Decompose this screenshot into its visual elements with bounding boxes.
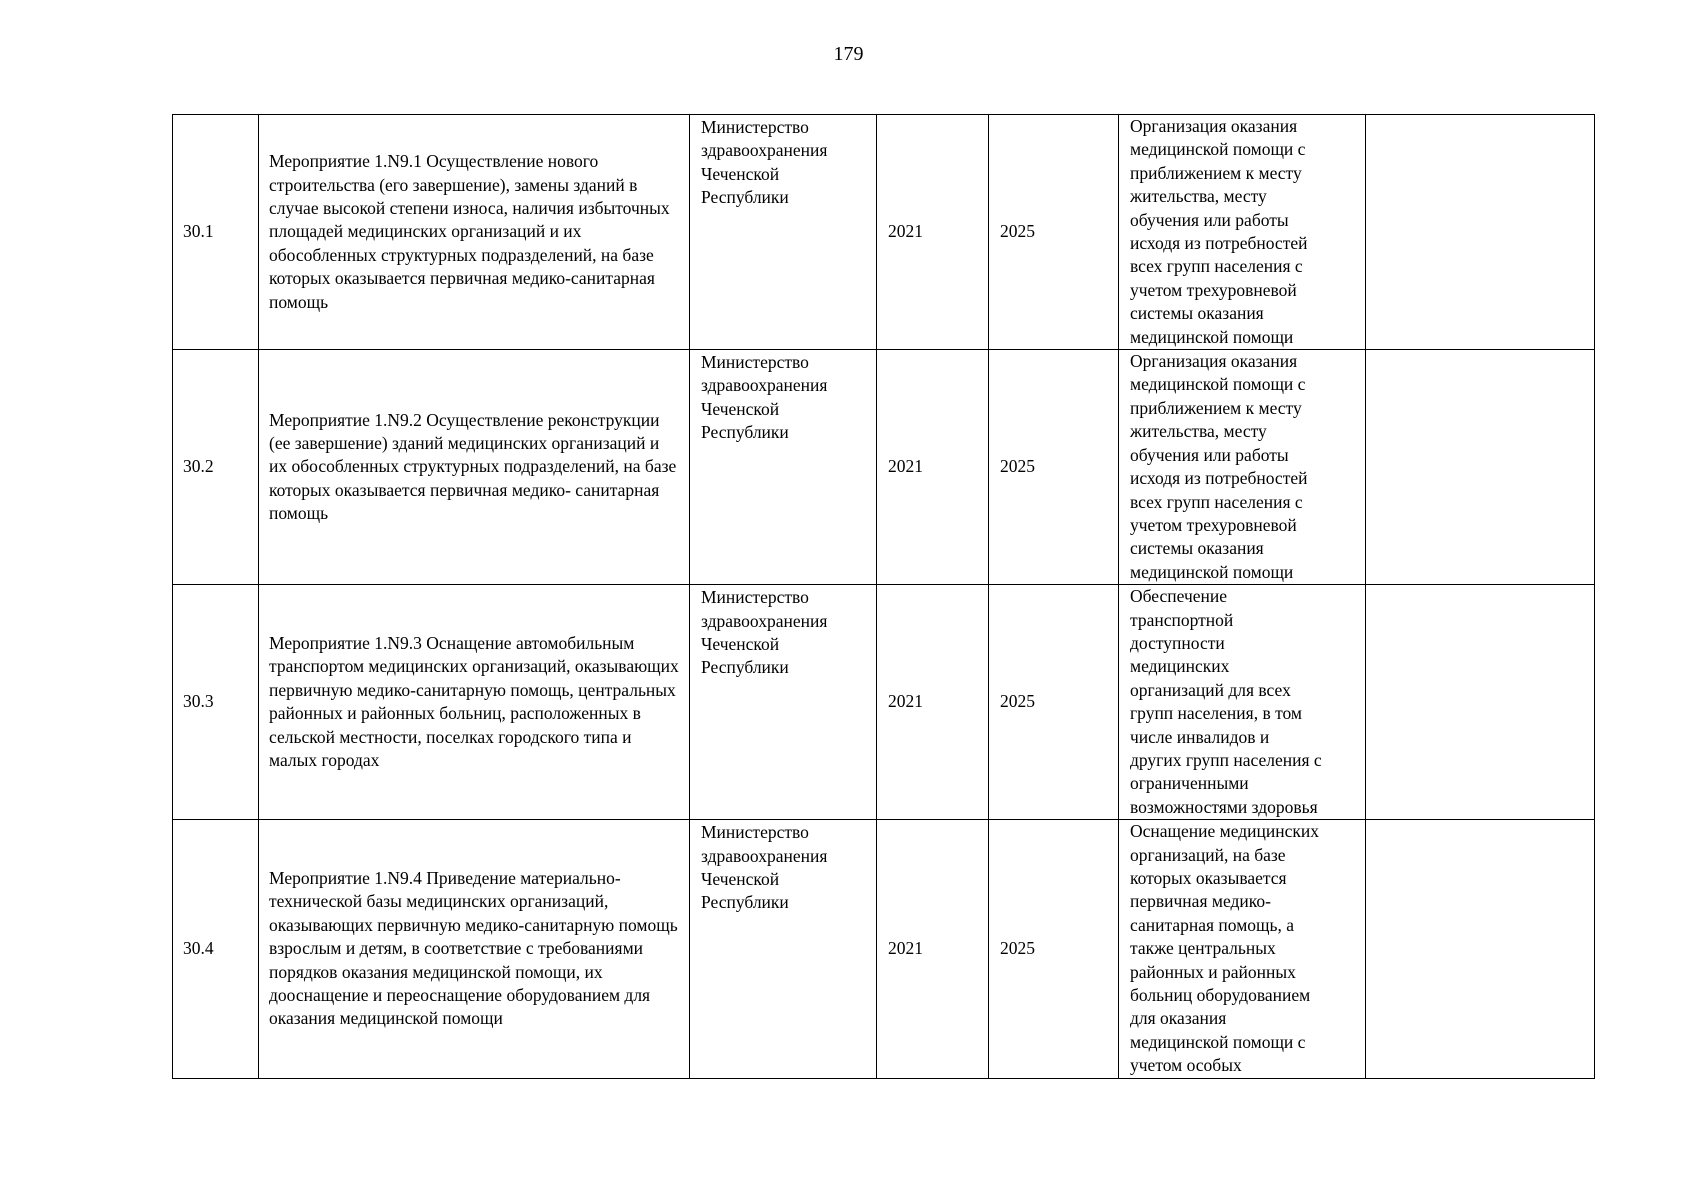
responsible-executor: Министерство здравоохранения Чеченской Республики — [690, 350, 877, 585]
empty-cell — [1366, 820, 1595, 1078]
empty-cell — [1366, 115, 1595, 350]
start-year: 2021 — [877, 820, 989, 1078]
expected-result: Организация оказания медицинской помощи с приближением к месту жительства, месту обучения или работы исходя из потребностей всех групп населения с учетом трехуровневой системы оказания медицинской помощи — [1119, 115, 1366, 350]
empty-cell — [1366, 350, 1595, 585]
table-row — [173, 350, 1595, 585]
table-row — [173, 585, 1595, 820]
table-row — [173, 820, 1595, 1078]
measure-description: Мероприятие 1.N9.3 Оснащение автомобильным транспортом медицинских организаций, оказывающих первичную медико-санитарную помощь, центральных районных и районных больниц, расположенных в сельской местности, поселках городского типа и малых городах — [259, 585, 690, 820]
row-number: 30.4 — [173, 820, 259, 1078]
start-year: 2021 — [877, 585, 989, 820]
table-row — [173, 115, 1595, 350]
start-year: 2021 — [877, 115, 989, 350]
measure-description: Мероприятие 1.N9.4 Приведение материально-технической базы медицинских организаций, оказывающих первичную медико-санитарную помощь взрослым и детям, в соответствие с требованиями порядков оказания медицинской помощи, их дооснащение и переоснащение оборудованием для оказания медицинской помощи — [259, 820, 690, 1078]
measure-description: Мероприятие 1.N9.2 Осуществление реконструкции (ее завершение) зданий медицинских организаций и их обособленных структурных подразделений, на базе которых оказывается первичная медико- санитарная помощь — [259, 350, 690, 585]
row-number: 30.2 — [173, 350, 259, 585]
row-number: 30.3 — [173, 585, 259, 820]
end-year: 2025 — [989, 115, 1119, 350]
end-year: 2025 — [989, 350, 1119, 585]
page-number: 179 — [833, 43, 864, 65]
start-year: 2021 — [877, 350, 989, 585]
responsible-executor: Министерство здравоохранения Чеченской Республики — [690, 115, 877, 350]
expected-result: Обеспечение транспортной доступности медицинских организаций для всех групп населения, в том числе инвалидов и других групп населения с ограниченными возможностями здоровья — [1119, 585, 1366, 820]
measure-description: Мероприятие 1.N9.1 Осуществление нового строительства (его завершение), замены зданий в случае высокой степени износа, наличия избыточных площадей медицинских организаций и их обособленных структурных подразделений, на базе которых оказывается первичная медико-санитарная помощь — [259, 115, 690, 350]
responsible-executor: Министерство здравоохранения Чеченской Республики — [690, 585, 877, 820]
end-year: 2025 — [989, 820, 1119, 1078]
measures-table — [172, 114, 1595, 1079]
row-number: 30.1 — [173, 115, 259, 350]
empty-cell — [1366, 585, 1595, 820]
expected-result: Оснащение медицинских организаций, на базе которых оказывается первичная медико- санитарная помощь, а также центральных районных и районных больниц оборудованием для оказания медицинской помощи с учетом особых — [1119, 820, 1366, 1078]
end-year: 2025 — [989, 585, 1119, 820]
responsible-executor: Министерство здравоохранения Чеченской Республики — [690, 820, 877, 1078]
expected-result: Организация оказания медицинской помощи с приближением к месту жительства, месту обучения или работы исходя из потребностей всех групп населения с учетом трехуровневой системы оказания медицинской помощи — [1119, 350, 1366, 585]
